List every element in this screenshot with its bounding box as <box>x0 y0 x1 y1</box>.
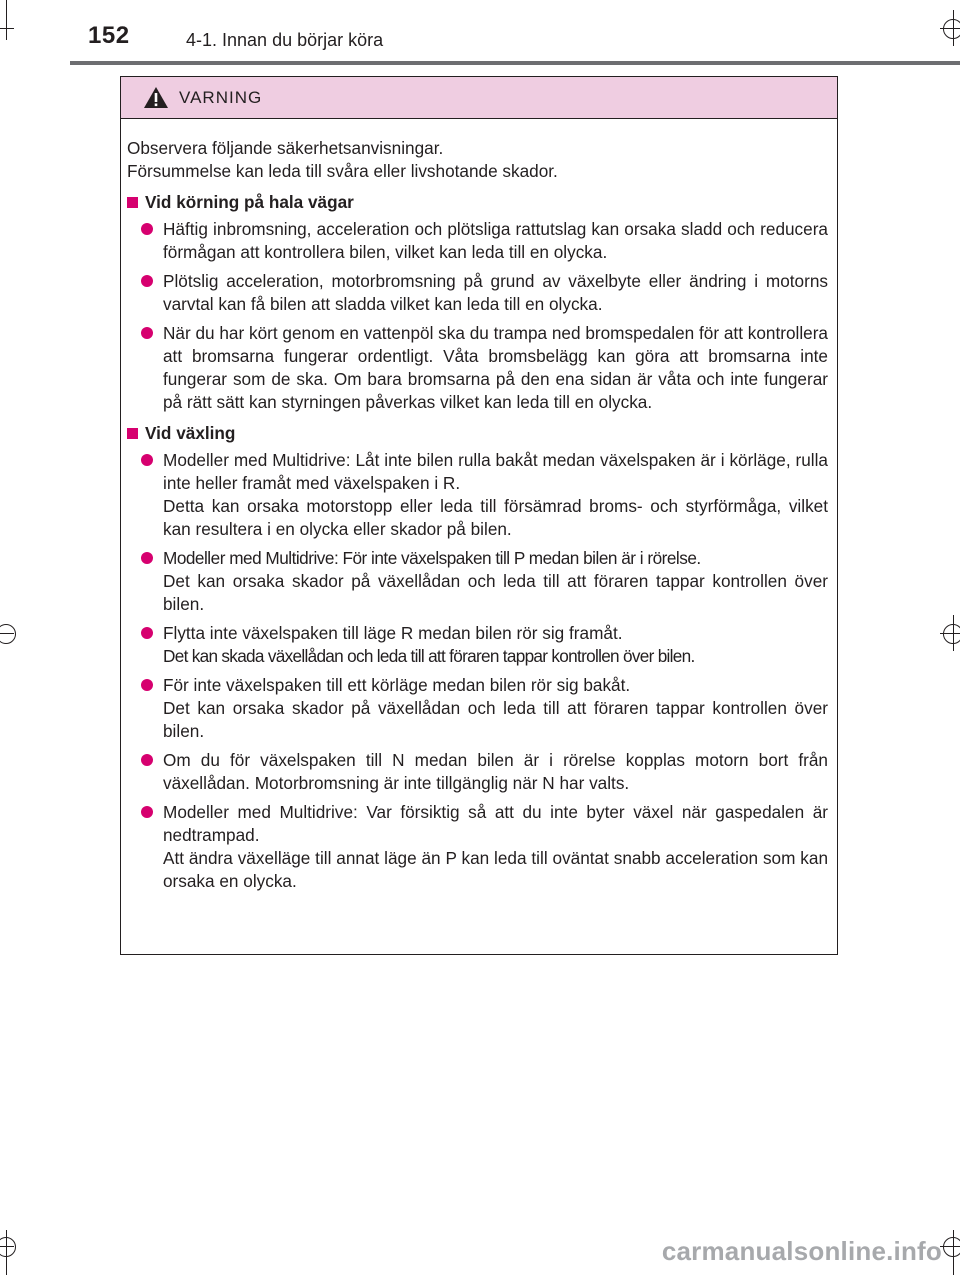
item-text: Det kan orsaka skador på växellådan och leda till att föraren tappar kontrollen över bilen. <box>163 698 828 741</box>
list-item <box>127 801 828 893</box>
round-bullet-icon <box>141 552 153 564</box>
item-text: När du har kört genom en vattenpöl ska du trampa ned bromspedalen för att kontrollera att bromsarna fungerar ordentligt. Våta bromsbelägg kan göra att bromsarna inte fungerar som de ska. Om bara bromsarna på den ena sidan är våta och inte fungerar på rätt sätt kan styrningen påverkas vilket kan leda till en olycka. <box>163 323 828 412</box>
square-bullet-icon <box>127 428 138 439</box>
list-item <box>127 749 828 795</box>
intro-line: Observera följande säkerhetsanvisningar. <box>127 138 444 158</box>
round-bullet-icon <box>141 627 153 639</box>
item-text: Detta kan orsaka motorstopp eller leda till försämrad broms- och styrförmåga, vilket kan resultera i en olycka eller skador på bilen. <box>163 496 828 539</box>
warning-header <box>121 77 837 119</box>
list-item <box>127 322 828 414</box>
item-text: Modeller med Multidrive: För inte växelspaken till P medan bilen är i rörelse. <box>163 548 701 568</box>
page-number: 152 <box>88 22 130 49</box>
item-text: Att ändra växelläge till annat läge än P kan leda till oväntat snabb acceleration som kan orsaka en olycka. <box>163 848 828 891</box>
round-bullet-icon <box>141 275 153 287</box>
item-text: För inte växelspaken till ett körläge medan bilen rör sig bakåt. <box>163 675 631 695</box>
item-text: Om du för växelspaken till N medan bilen är i rörelse kopplas motorn bort från växellådan. Motorbromsning är inte tillgänglig när N har valts. <box>163 750 828 793</box>
subheading-text: Vid växling <box>145 423 236 443</box>
round-bullet-icon <box>141 454 153 466</box>
item-text: Det kan orsaka skador på växellådan och leda till att föraren tappar kontrollen över bilen. <box>163 571 828 614</box>
item-text: Häftig inbromsning, acceleration och plötsliga rattutslag kan orsaka sladd och reducera förmågan att kontrollera bilen, vilket kan leda till en olycka. <box>163 219 828 262</box>
warning-intro <box>127 137 828 183</box>
round-bullet-icon <box>141 679 153 691</box>
item-text: Flytta inte växelspaken till läge R medan bilen rör sig framåt. <box>163 623 623 643</box>
header-rule <box>70 61 960 65</box>
warning-body <box>121 119 837 893</box>
section-title: 4-1. Innan du börjar köra <box>186 30 384 50</box>
subheading-shifting <box>127 422 828 445</box>
list-item <box>127 449 828 541</box>
square-bullet-icon <box>127 197 138 208</box>
warning-title: VARNING <box>179 87 263 107</box>
subheading-text: Vid körning på hala vägar <box>145 192 354 212</box>
subheading-slippery-roads <box>127 191 828 214</box>
list-item <box>127 622 828 668</box>
list-item <box>127 270 828 316</box>
round-bullet-icon <box>141 327 153 339</box>
item-text: Modeller med Multidrive: Låt inte bilen rulla bakåt medan växelspaken är i körläge, rulla inte heller framåt med växelspaken i R. <box>163 450 828 493</box>
item-text: Det kan skada växellådan och leda till att föraren tappar kontrollen över bilen. <box>163 646 695 666</box>
intro-line: Försummelse kan leda till svåra eller livshotande skador. <box>127 161 558 181</box>
list-item <box>127 218 828 264</box>
round-bullet-icon <box>141 223 153 235</box>
list-item <box>127 674 828 743</box>
round-bullet-icon <box>141 754 153 766</box>
warning-triangle-icon <box>143 86 169 109</box>
item-text: Modeller med Multidrive: Var försiktig så att du inte byter växel när gaspedalen är nedtrampad. <box>163 802 828 845</box>
list-item <box>127 547 828 616</box>
watermark: carmanualsonline.info <box>661 1236 942 1266</box>
item-text: Plötslig acceleration, motorbromsning på grund av växelbyte eller ändring i motorns varvtal kan få bilen att sladda vilket kan leda till en olycka. <box>163 271 828 314</box>
warning-box <box>120 76 838 955</box>
round-bullet-icon <box>141 806 153 818</box>
